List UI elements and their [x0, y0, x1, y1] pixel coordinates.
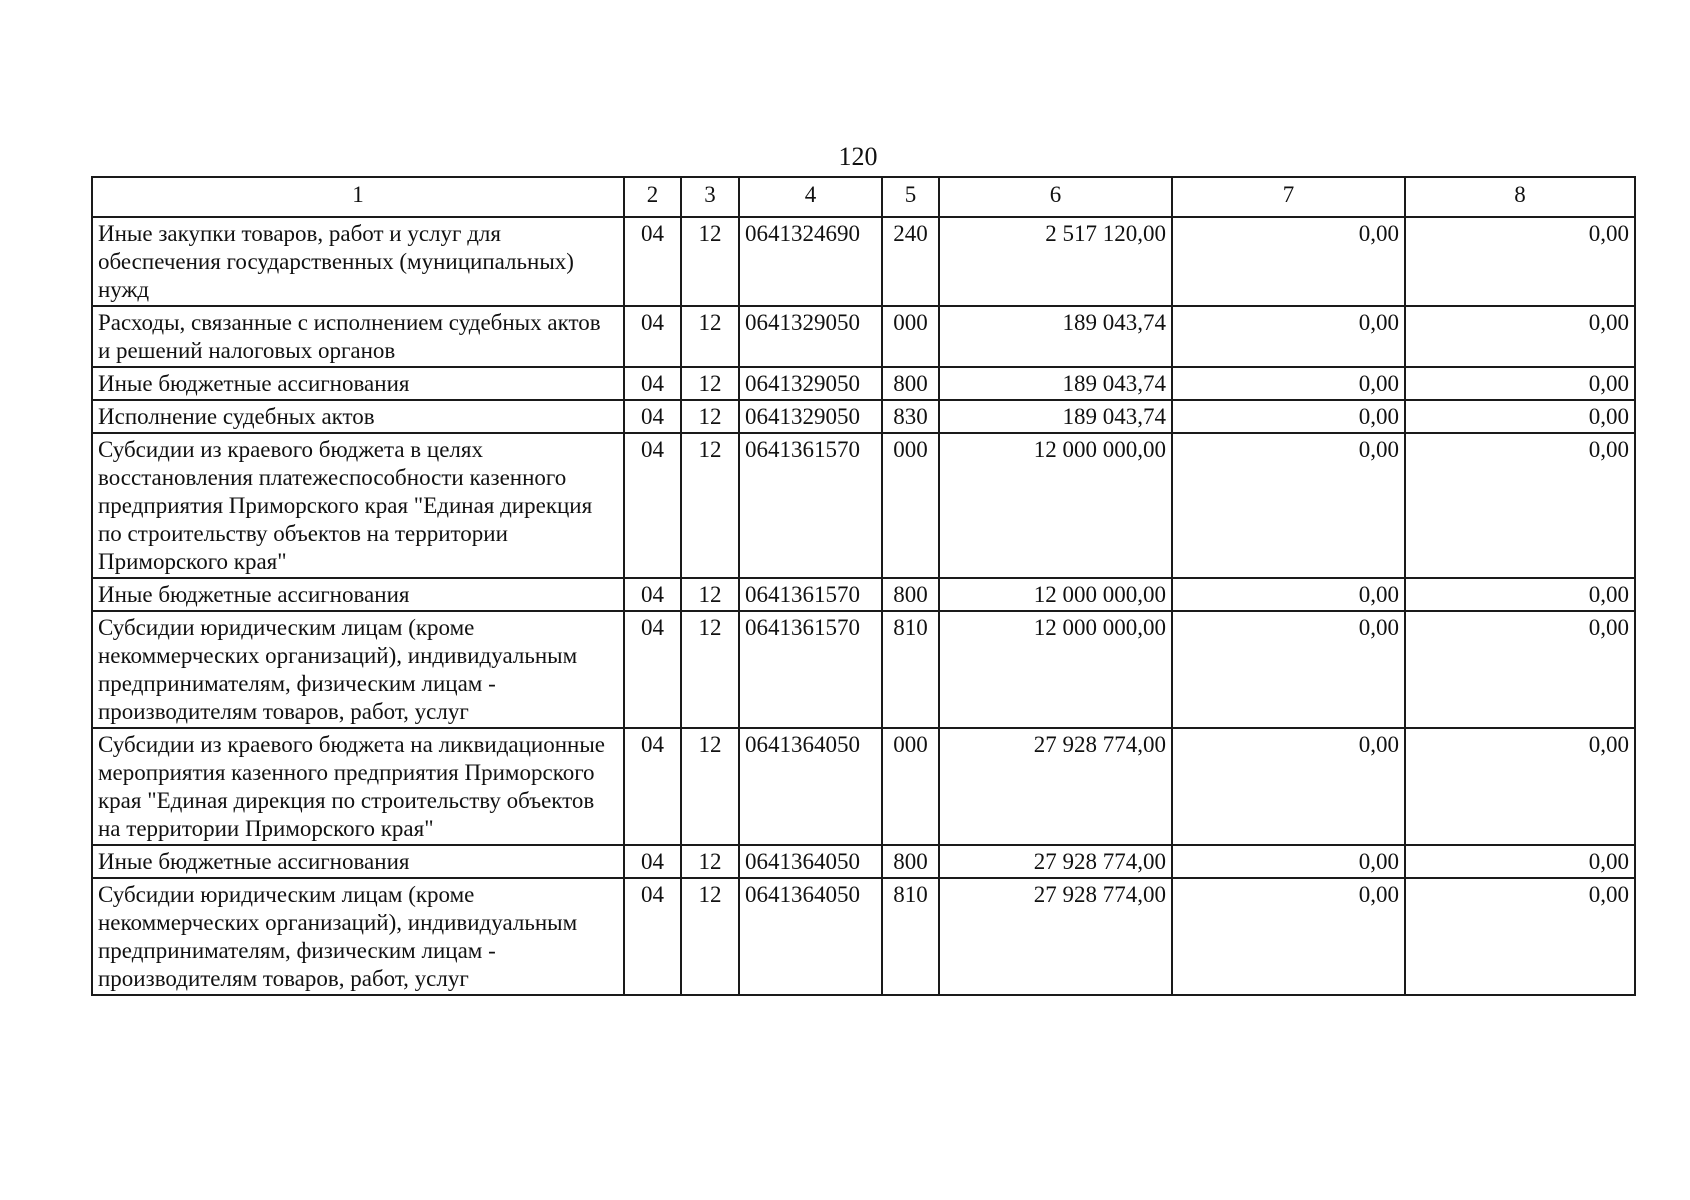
- header-cell: 1: [92, 177, 624, 217]
- amount-col6-cell: 2 517 120,00: [939, 217, 1172, 306]
- subsection-code-cell: 12: [681, 578, 739, 611]
- row-name-cell: Иные закупки товаров, работ и услуг для обеспечения государственных (муниципальных) нужд: [92, 217, 624, 306]
- table-row: [92, 433, 1635, 578]
- row-name-cell: Иные бюджетные ассигнования: [92, 578, 624, 611]
- header-cell: 3: [681, 177, 739, 217]
- subsection-code-cell: 12: [681, 433, 739, 578]
- table-row: [92, 878, 1635, 995]
- expense-type-cell: 810: [882, 878, 939, 995]
- section-code-cell: 04: [624, 367, 681, 400]
- subsection-code-cell: 12: [681, 306, 739, 367]
- target-article-cell: 0641364050: [739, 845, 882, 878]
- target-article-cell: 0641329050: [739, 306, 882, 367]
- amount-col7-cell: 0,00: [1172, 367, 1405, 400]
- amount-col8-cell: 0,00: [1405, 578, 1635, 611]
- amount-col8-cell: 0,00: [1405, 400, 1635, 433]
- amount-col8-cell: 0,00: [1405, 845, 1635, 878]
- expense-type-cell: 800: [882, 367, 939, 400]
- table-row: [92, 306, 1635, 367]
- target-article-cell: 0641361570: [739, 611, 882, 728]
- amount-col7-cell: 0,00: [1172, 728, 1405, 845]
- amount-col7-cell: 0,00: [1172, 433, 1405, 578]
- expense-type-cell: 800: [882, 578, 939, 611]
- section-code-cell: 04: [624, 845, 681, 878]
- table-row: [92, 217, 1635, 306]
- subsection-code-cell: 12: [681, 728, 739, 845]
- amount-col6-cell: 12 000 000,00: [939, 433, 1172, 578]
- section-code-cell: 04: [624, 878, 681, 995]
- expense-type-cell: 000: [882, 306, 939, 367]
- amount-col8-cell: 0,00: [1405, 306, 1635, 367]
- amount-col6-cell: 189 043,74: [939, 306, 1172, 367]
- amount-col8-cell: 0,00: [1405, 433, 1635, 578]
- amount-col7-cell: 0,00: [1172, 217, 1405, 306]
- row-name-cell: Субсидии из краевого бюджета в целях восстановления платежеспособности казенного предприятия Приморского края "Единая дирекция по строительству объектов на территории Приморского края": [92, 433, 624, 578]
- section-code-cell: 04: [624, 217, 681, 306]
- header-cell: 8: [1405, 177, 1635, 217]
- table-row: [92, 578, 1635, 611]
- expense-type-cell: 000: [882, 728, 939, 845]
- section-code-cell: 04: [624, 611, 681, 728]
- row-name-cell: Субсидии юридическим лицам (кроме некоммерческих организаций), индивидуальным предпринимателям, физическим лицам - производителям товаров, работ, услуг: [92, 611, 624, 728]
- row-name-cell: Субсидии из краевого бюджета на ликвидационные мероприятия казенного предприятия Приморского края "Единая дирекция по строительству объектов на территории Приморского края": [92, 728, 624, 845]
- section-code-cell: 04: [624, 728, 681, 845]
- amount-col8-cell: 0,00: [1405, 728, 1635, 845]
- expense-type-cell: 830: [882, 400, 939, 433]
- table-row: [92, 728, 1635, 845]
- target-article-cell: 0641329050: [739, 400, 882, 433]
- budget-table: [91, 176, 1636, 996]
- table-row: [92, 367, 1635, 400]
- amount-col6-cell: 189 043,74: [939, 400, 1172, 433]
- amount-col7-cell: 0,00: [1172, 878, 1405, 995]
- subsection-code-cell: 12: [681, 367, 739, 400]
- amount-col7-cell: 0,00: [1172, 578, 1405, 611]
- amount-col8-cell: 0,00: [1405, 217, 1635, 306]
- target-article-cell: 0641361570: [739, 578, 882, 611]
- table-row: [92, 400, 1635, 433]
- row-name-cell: Исполнение судебных актов: [92, 400, 624, 433]
- expense-type-cell: 810: [882, 611, 939, 728]
- target-article-cell: 0641329050: [739, 367, 882, 400]
- header-cell: 5: [882, 177, 939, 217]
- subsection-code-cell: 12: [681, 400, 739, 433]
- expense-type-cell: 000: [882, 433, 939, 578]
- row-name-cell: Расходы, связанные с исполнением судебных актов и решений налоговых органов: [92, 306, 624, 367]
- target-article-cell: 0641364050: [739, 728, 882, 845]
- amount-col6-cell: 27 928 774,00: [939, 878, 1172, 995]
- expense-type-cell: 800: [882, 845, 939, 878]
- header-cell: 4: [739, 177, 882, 217]
- amount-col8-cell: 0,00: [1405, 878, 1635, 995]
- amount-col8-cell: 0,00: [1405, 611, 1635, 728]
- table-row: [92, 845, 1635, 878]
- subsection-code-cell: 12: [681, 611, 739, 728]
- header-cell: 6: [939, 177, 1172, 217]
- amount-col7-cell: 0,00: [1172, 400, 1405, 433]
- amount-col6-cell: 12 000 000,00: [939, 578, 1172, 611]
- section-code-cell: 04: [624, 433, 681, 578]
- subsection-code-cell: 12: [681, 217, 739, 306]
- amount-col6-cell: 27 928 774,00: [939, 845, 1172, 878]
- subsection-code-cell: 12: [681, 878, 739, 995]
- expense-type-cell: 240: [882, 217, 939, 306]
- target-article-cell: 0641324690: [739, 217, 882, 306]
- header-row: [92, 177, 1635, 217]
- page-number: 120: [838, 142, 878, 171]
- amount-col7-cell: 0,00: [1172, 306, 1405, 367]
- amount-col7-cell: 0,00: [1172, 611, 1405, 728]
- amount-col7-cell: 0,00: [1172, 845, 1405, 878]
- header-cell: 2: [624, 177, 681, 217]
- amount-col6-cell: 12 000 000,00: [939, 611, 1172, 728]
- section-code-cell: 04: [624, 306, 681, 367]
- target-article-cell: 0641361570: [739, 433, 882, 578]
- row-name-cell: Субсидии юридическим лицам (кроме некоммерческих организаций), индивидуальным предпринимателям, физическим лицам - производителям товаров, работ, услуг: [92, 878, 624, 995]
- amount-col6-cell: 27 928 774,00: [939, 728, 1172, 845]
- amount-col6-cell: 189 043,74: [939, 367, 1172, 400]
- row-name-cell: Иные бюджетные ассигнования: [92, 367, 624, 400]
- header-cell: 7: [1172, 177, 1405, 217]
- section-code-cell: 04: [624, 578, 681, 611]
- amount-col8-cell: 0,00: [1405, 367, 1635, 400]
- target-article-cell: 0641364050: [739, 878, 882, 995]
- section-code-cell: 04: [624, 400, 681, 433]
- subsection-code-cell: 12: [681, 845, 739, 878]
- row-name-cell: Иные бюджетные ассигнования: [92, 845, 624, 878]
- table-row: [92, 611, 1635, 728]
